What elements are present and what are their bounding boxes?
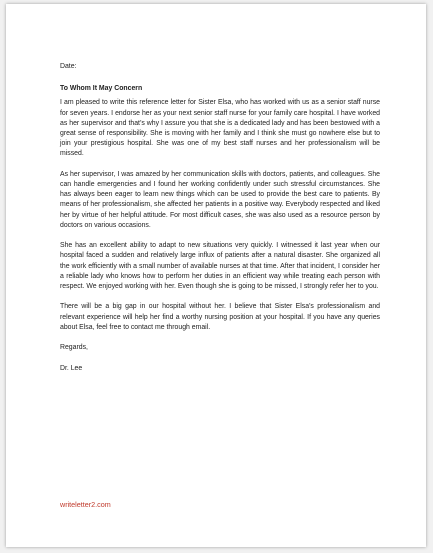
date-label: Date: xyxy=(60,63,77,70)
letter-page xyxy=(6,4,426,547)
paragraph-3: She has an excellent ability to adapt to new situations very quickly. I witnessed it last year when our hospital faced a sudden and relatively large influx of patients after a natural disaster. She organized all the work efficiently with a small number of available nurses at that time. After that incident, I consider her a reliable lady who knows how to perform her duties in an efficient way while treating each person with respect. We enjoyed working with her. Even though she is going to be missed, I strongly refer her to you. xyxy=(60,242,380,291)
closing: Regards, xyxy=(60,344,88,352)
signature: Dr. Lee xyxy=(60,364,83,372)
salutation: To Whom It May Concern xyxy=(60,85,143,93)
paragraph-2: As her supervisor, I was amazed by her communication skills with doctors, patients, and colleagues. She can handle emergencies and I found her working confidently under such stressful circumstances. She has always been eager to learn new things which can be used to provide the best care to patients. By means of her professionalism, she affected her patients in a positive way. Everybody respected and liked her by virtue of her helpful attitude. For most difficult cases, she was also used as a resource person by doctors on various occasions. xyxy=(60,170,380,229)
paragraph-4: There will be a big gap in our hospital without her. I believe that Sister Elsa’s professionalism and relevant experience will help her find a worthy nursing position at your hospital. If you have any queries about Elsa, feel free to contact me through email. xyxy=(60,303,380,331)
paragraph-1: I am pleased to write this reference letter for Sister Elsa, who has worked with us as a senior staff nurse for seven years. I endorse her as your next senior staff nurse for your family care hospital. I have worked as her supervisor and that’s why I assure you that she is a dedicated lady and has been bestowed with a great sense of responsibility. She is moving with her family and I think she must go nowhere else but to join your prestigious hospital. She was one of my best staff nurses and her professionalism will be missed. xyxy=(60,99,380,158)
letter-body xyxy=(60,62,380,374)
footer-site-link[interactable]: writeletter2.com xyxy=(60,500,111,509)
